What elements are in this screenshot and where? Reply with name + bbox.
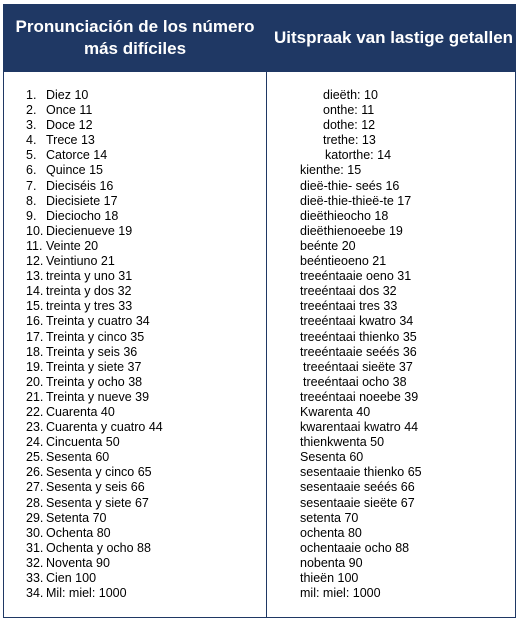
list-item [26, 254, 261, 269]
item-text: treinta y uno 31 [46, 269, 133, 284]
item-text: Treinta y cinco 35 [46, 329, 145, 344]
item-text: treinta y dos 32 [46, 284, 132, 299]
item-number: 30. [26, 525, 44, 540]
header-spanish: Pronunciación de los número más difíciles [15, 17, 255, 58]
item-number: 14. [26, 284, 44, 299]
item-number: 22. [26, 404, 44, 419]
item-text: Diecienueve 19 [46, 223, 133, 238]
table-header [4, 5, 515, 72]
item-number: 7. [26, 178, 37, 193]
item-number: 13. [26, 269, 44, 284]
list-item [26, 239, 261, 254]
list-item [26, 526, 261, 541]
list-item [26, 330, 261, 345]
list-item: katorthe: 14 [325, 148, 392, 163]
list-item [26, 103, 261, 118]
item-number: 24. [26, 435, 44, 450]
list-item: beéntieoeno 21 [300, 254, 387, 269]
list-item: dieë-thie-thieë-te 17 [300, 193, 412, 208]
list-item [26, 556, 261, 571]
item-text: Diez 10 [46, 88, 89, 102]
list-item: kienthe: 15 [300, 163, 362, 178]
list-item: nobenta 90 [300, 555, 363, 570]
item-number: 34. [26, 586, 44, 601]
list-item [26, 284, 261, 299]
list-item [26, 390, 261, 405]
list-item [26, 375, 261, 390]
list-item [26, 496, 261, 511]
item-text: Cuarenta 40 [46, 404, 115, 419]
item-number: 11. [26, 238, 43, 253]
list-item: dieëth: 10 [323, 88, 378, 102]
list-item [26, 209, 261, 224]
list-item: thieën 100 [300, 571, 359, 585]
list-item: beénte 20 [300, 238, 356, 253]
item-number: 10. [26, 223, 44, 238]
item-text: Setenta 70 [46, 510, 107, 525]
item-number: 17. [26, 329, 44, 344]
item-number: 16. [26, 314, 44, 329]
item-text: Treinta y nueve 39 [46, 389, 150, 404]
item-number: 21. [26, 389, 44, 404]
item-text: Once 11 [46, 103, 93, 118]
list-item: Kwarenta 40 [300, 404, 371, 419]
item-text: Cincuenta 50 [46, 435, 120, 450]
list-item: treeéntaaie oeno 31 [300, 269, 412, 284]
item-number: 19. [26, 359, 44, 374]
item-number: 1. [26, 88, 37, 102]
list-item [26, 163, 261, 178]
item-number: 20. [26, 374, 44, 389]
list-item: treeéntaai ocho 38 [303, 374, 407, 389]
list-item: trethe: 13 [323, 133, 376, 148]
list-item: treeéntaai sieëte 37 [303, 359, 413, 374]
list-item [26, 571, 261, 586]
list-item [26, 345, 261, 360]
list-item [26, 586, 261, 601]
item-text: Veintiuno 21 [46, 254, 115, 269]
item-text: Doce 12 [46, 118, 93, 133]
item-text: Dieciséis 16 [46, 178, 114, 193]
item-text: Ochenta y ocho 88 [46, 540, 151, 555]
list-item: dieëthienoeebe 19 [300, 223, 403, 238]
list-item [26, 299, 261, 314]
item-number: 9. [26, 208, 37, 223]
item-number: 4. [26, 133, 37, 148]
list-item [26, 511, 261, 526]
item-number: 33. [26, 571, 44, 585]
header-dutch: Uitspraak van lastige getallen [274, 28, 514, 47]
item-number: 29. [26, 510, 44, 525]
list-item: sesentaaie sieëte 67 [300, 495, 415, 510]
item-number: 15. [26, 299, 44, 314]
item-number: 26. [26, 465, 44, 480]
list-item [26, 405, 261, 420]
item-text: Sesenta y seis 66 [46, 480, 145, 495]
item-number: 32. [26, 555, 44, 570]
item-number: 6. [26, 163, 37, 178]
list-item [26, 435, 261, 450]
list-item: thienkwenta 50 [300, 435, 385, 450]
item-text: Cuarenta y cuatro 44 [46, 420, 163, 435]
item-number: 5. [26, 148, 37, 163]
list-item [26, 118, 261, 133]
list-item: treeéntaai kwatro 34 [300, 314, 414, 329]
item-text: Sesenta y siete 67 [46, 495, 149, 510]
list-item [26, 465, 261, 480]
item-text: Treinta y siete 37 [46, 359, 142, 374]
item-text: Dieciocho 18 [46, 208, 119, 223]
list-item [26, 224, 261, 239]
item-number: 31. [26, 540, 44, 555]
dutch-pronunciation-list [300, 88, 510, 601]
item-text: Veinte 20 [46, 238, 99, 253]
list-item: mil: miel: 1000 [300, 586, 381, 601]
item-number: 12. [26, 254, 44, 269]
list-item: onthe: 11 [323, 103, 375, 118]
list-item [26, 194, 261, 209]
item-text: Treinta y ocho 38 [46, 374, 143, 389]
list-item [26, 88, 261, 103]
list-item [26, 450, 261, 465]
list-item: Sesenta 60 [300, 450, 364, 465]
item-text: treinta y tres 33 [46, 299, 133, 314]
list-item: dothe: 12 [323, 118, 376, 133]
column-divider [266, 5, 267, 617]
item-number: 23. [26, 420, 44, 435]
item-text: Diecisiete 17 [46, 193, 118, 208]
item-text: Catorce 14 [46, 148, 108, 163]
list-item: treeéntaai thienko 35 [300, 329, 417, 344]
item-text: Cien 100 [46, 571, 97, 585]
list-item: sesentaaie seéés 66 [300, 480, 415, 495]
list-item [26, 314, 261, 329]
item-text: Treinta y cuatro 34 [46, 314, 150, 329]
item-text: Treinta y seis 36 [46, 344, 138, 359]
list-item [26, 179, 261, 194]
list-item: sesentaaie thienko 65 [300, 465, 422, 480]
list-item [26, 360, 261, 375]
item-text: Noventa 90 [46, 555, 110, 570]
list-item: ochentaaie ocho 88 [300, 540, 410, 555]
list-item: treeéntaai noeebe 39 [300, 389, 419, 404]
item-text: Ochenta 80 [46, 525, 111, 540]
item-number: 3. [26, 118, 37, 133]
item-text: Mil: miel: 1000 [46, 586, 127, 601]
item-text: Trece 13 [46, 133, 95, 148]
list-item [26, 541, 261, 556]
list-item [26, 269, 261, 284]
list-item [26, 420, 261, 435]
list-item: setenta 70 [300, 510, 359, 525]
item-text: Sesenta 60 [46, 450, 110, 465]
item-number: 8. [26, 193, 37, 208]
pronunciation-table [3, 4, 516, 618]
item-number: 27. [26, 480, 44, 495]
list-item: treeéntaaie seéés 36 [300, 344, 417, 359]
list-item [26, 148, 261, 163]
list-item [26, 133, 261, 148]
list-item: ochenta 80 [300, 525, 362, 540]
spanish-number-list [26, 88, 261, 601]
item-number: 25. [26, 450, 44, 465]
list-item: kwarentaai kwatro 44 [300, 420, 419, 435]
list-item: treeéntaai tres 33 [300, 299, 398, 314]
item-number: 18. [26, 344, 44, 359]
item-text: Sesenta y cinco 65 [46, 465, 152, 480]
list-item: dieëthieocho 18 [300, 208, 389, 223]
list-item: dieë-thie- seés 16 [300, 178, 400, 193]
item-text: Quince 15 [46, 163, 103, 178]
item-number: 28. [26, 495, 44, 510]
item-number: 2. [26, 103, 37, 118]
list-item [26, 480, 261, 495]
list-item: treeéntaai dos 32 [300, 284, 397, 299]
